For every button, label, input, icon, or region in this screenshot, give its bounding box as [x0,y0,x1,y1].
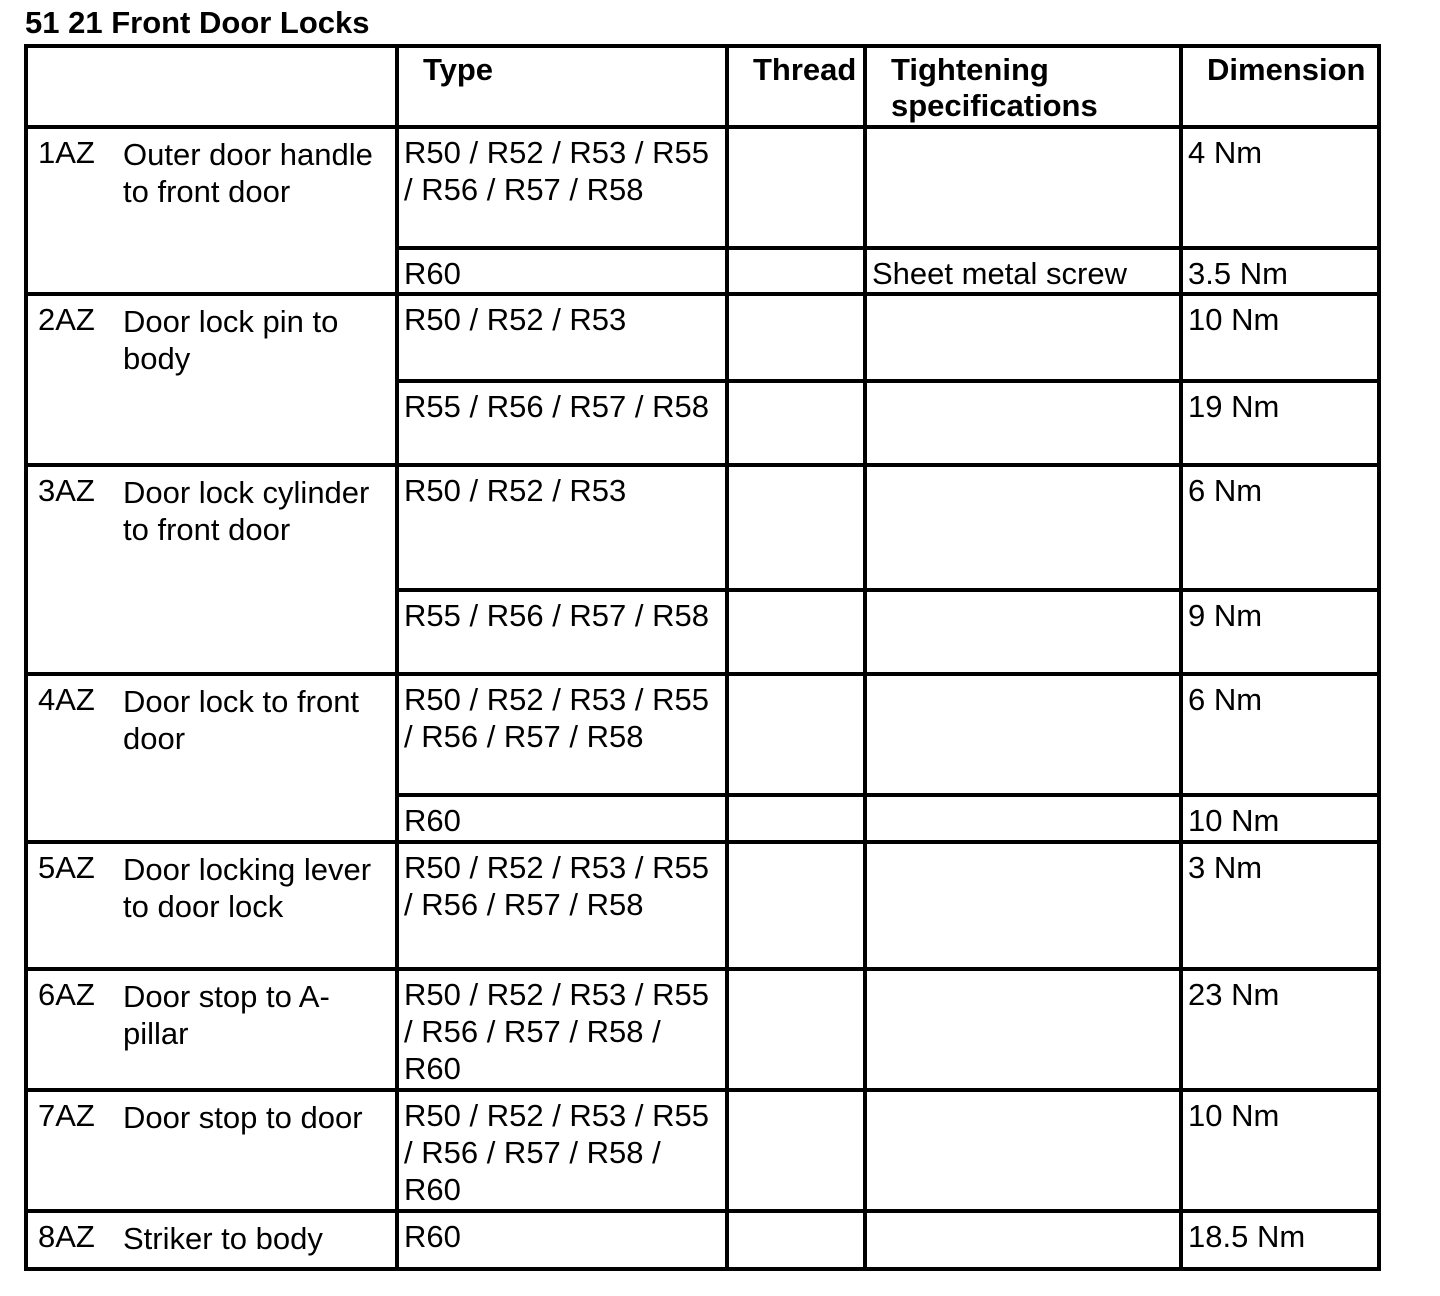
item-description: Door locking lever to door lock [123,852,372,924]
tightening-spec-cell [865,1090,1181,1211]
tightening-spec-cell [865,969,1181,1090]
thread-cell [727,795,865,842]
torque-spec-table [24,44,1381,1271]
type-cell: R50 / R52 / R53 / R55 / R56 / R57 / R58 / R60 [397,969,727,1090]
type-cell: R50 / R52 / R53 [397,465,727,590]
item-cell [26,674,397,842]
thread-cell [727,294,865,381]
thread-cell [727,1211,865,1269]
header-dimension: Dimension [1181,46,1379,127]
item-description: Door stop to A-pillar [123,979,330,1051]
table-row [26,842,1379,969]
type-cell: R50 / R52 / R53 / R55 / R56 / R57 / R58 [397,842,727,969]
item-code: 1AZ [38,135,95,170]
item-description: Door lock pin to body [123,304,339,376]
item-code: 5AZ [38,850,95,885]
header-tightening-specifications: Tightening specifications [865,46,1181,127]
header-type: Type [397,46,727,127]
item-code: 6AZ [38,977,95,1012]
item-description: Door stop to door [123,1100,363,1135]
item-description: Striker to body [123,1221,323,1256]
item-cell [26,1211,397,1269]
tightening-spec-cell [865,674,1181,795]
thread-cell [727,590,865,674]
table-row [26,969,1379,1090]
header-item [26,46,397,127]
thread-cell [727,1090,865,1211]
type-cell: R55 / R56 / R57 / R58 [397,590,727,674]
thread-cell [727,248,865,294]
tightening-spec-cell [865,294,1181,381]
tightening-spec-cell [865,127,1181,248]
item-cell [26,465,397,674]
tightening-spec-cell [865,1211,1181,1269]
dimension-cell: 10 Nm [1181,294,1379,381]
type-cell: R60 [397,795,727,842]
tightening-spec-cell [865,795,1181,842]
table-row [26,1090,1379,1211]
item-cell [26,127,397,294]
tightening-spec-cell [865,590,1181,674]
table-row [26,674,1379,795]
thread-cell [727,842,865,969]
item-cell [26,294,397,465]
dimension-cell: 6 Nm [1181,674,1379,795]
item-code: 4AZ [38,682,95,717]
tightening-spec-cell [865,381,1181,465]
item-description: Outer door handle to front door [123,137,373,209]
tightening-spec-cell [865,465,1181,590]
page-title: 51 21 Front Door Locks [25,5,370,40]
type-cell: R55 / R56 / R57 / R58 [397,381,727,465]
dimension-cell: 3.5 Nm [1181,248,1379,294]
item-description: Door lock cylinder to front door [123,475,370,547]
type-cell: R60 [397,248,727,294]
item-cell [26,1090,397,1211]
thread-cell [727,465,865,590]
thread-cell [727,674,865,795]
item-code: 8AZ [38,1219,95,1254]
item-code: 2AZ [38,302,95,337]
item-cell [26,842,397,969]
table-row [26,127,1379,248]
header-thread: Thread [727,46,865,127]
dimension-cell: 19 Nm [1181,381,1379,465]
type-cell: R60 [397,1211,727,1269]
header-row [26,46,1379,127]
item-code: 7AZ [38,1098,95,1133]
item-cell [26,969,397,1090]
thread-cell [727,127,865,248]
dimension-cell: 10 Nm [1181,795,1379,842]
thread-cell [727,381,865,465]
tightening-spec-cell: Sheet metal screw [865,248,1181,294]
type-cell: R50 / R52 / R53 [397,294,727,381]
item-description: Door lock to front door [123,684,360,756]
dimension-cell: 3 Nm [1181,842,1379,969]
dimension-cell: 23 Nm [1181,969,1379,1090]
tightening-spec-cell [865,842,1181,969]
type-cell: R50 / R52 / R53 / R55 / R56 / R57 / R58 [397,127,727,248]
dimension-cell: 9 Nm [1181,590,1379,674]
item-code: 3AZ [38,473,95,508]
dimension-cell: 10 Nm [1181,1090,1379,1211]
dimension-cell: 4 Nm [1181,127,1379,248]
table-row [26,294,1379,381]
thread-cell [727,969,865,1090]
table-row [26,465,1379,590]
dimension-cell: 18.5 Nm [1181,1211,1379,1269]
table-row [26,1211,1379,1269]
type-cell: R50 / R52 / R53 / R55 / R56 / R57 / R58 [397,674,727,795]
type-cell: R50 / R52 / R53 / R55 / R56 / R57 / R58 / R60 [397,1090,727,1211]
dimension-cell: 6 Nm [1181,465,1379,590]
